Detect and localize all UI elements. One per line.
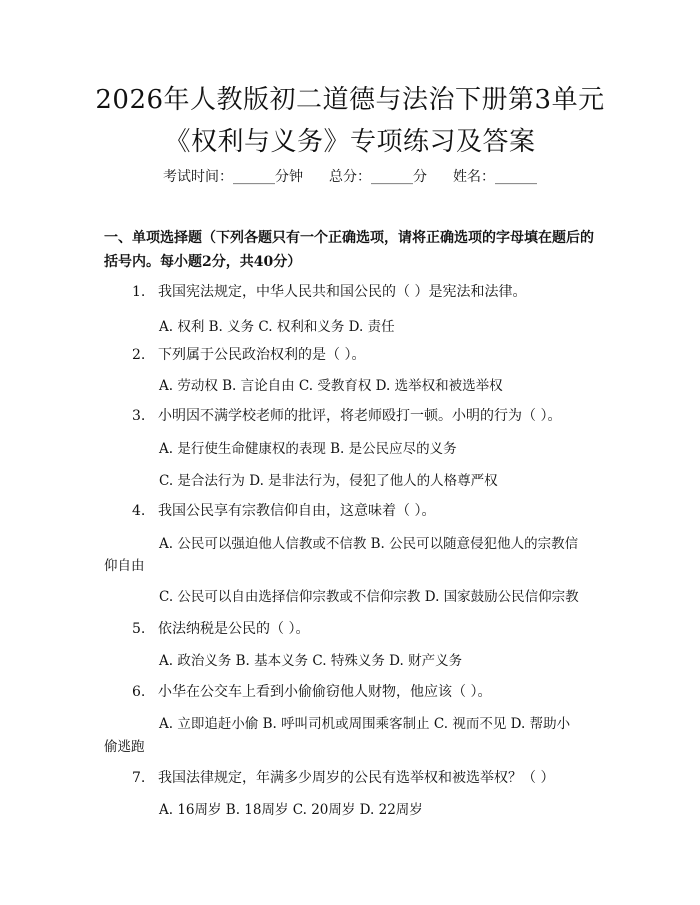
question-text: 小明因不满学校老师的批评，将老师殴打一顿。小明的行为（ ）。 <box>158 408 562 424</box>
question-7 <box>132 767 554 789</box>
document-title-line2: 《权利与义务》专项练习及答案 <box>164 127 536 157</box>
question-text: 小华在公交车上看到小偷偷窃他人财物，他应该（ ）。 <box>158 684 492 700</box>
question-number: 3. <box>132 408 146 424</box>
question-3-options-line2: C. 是合法行为 D. 是非法行为，侵犯了他人的人格尊严权 <box>159 473 498 489</box>
question-number: 7. <box>132 770 146 786</box>
exam-info <box>0 166 700 188</box>
question-3-options-line1: A. 是行使生命健康权的表现 B. 是公民应尽的义务 <box>159 441 457 457</box>
question-text: 我国宪法规定，中华人民共和国公民的（ ）是宪法和法律。 <box>158 284 527 300</box>
question-text: 我国法律规定，年满多少周岁的公民有选举权和被选举权？（ ） <box>158 770 555 786</box>
question-1 <box>132 281 526 303</box>
question-5 <box>132 618 309 640</box>
name-field: 姓名：______ <box>453 169 537 185</box>
exam-time-field: 考试时间：______分钟 <box>163 169 303 185</box>
question-text: 我国公民享有宗教信仰自由，这意味着（ ）。 <box>158 503 436 519</box>
question-7-options: A. 16周岁 B. 18周岁 C. 20周岁 D. 22周岁 <box>159 802 423 818</box>
question-number: 1. <box>132 284 146 300</box>
question-4-options-line2: C. 公民可以自由选择信仰宗教或不信仰宗教 D. 国家鼓励公民信仰宗教 <box>159 589 579 605</box>
question-6 <box>132 681 491 703</box>
question-6-options-continuation: 偷逃跑 <box>104 739 145 755</box>
question-1-options: A. 权利 B. 义务 C. 权利和义务 D. 责任 <box>159 319 395 335</box>
question-text: 下列属于公民政治权利的是（ ）。 <box>158 347 366 363</box>
question-4 <box>132 500 435 522</box>
document-title-line1: 2026年人教版初二道德与法治下册第3单元 <box>95 85 605 115</box>
question-2-options: A. 劳动权 B. 言论自由 C. 受教育权 D. 选举权和被选举权 <box>159 378 503 394</box>
total-score-field: 总分：______分 <box>329 169 427 185</box>
section-heading <box>104 226 604 274</box>
question-2 <box>132 344 365 366</box>
question-6-options-line1: A. 立即追赶小偷 B. 呼叫司机或周围乘客制止 C. 视而不见 D. 帮助小 <box>159 716 571 732</box>
question-number: 4. <box>132 503 146 519</box>
question-number: 2. <box>132 347 146 363</box>
question-4-options-continuation: 仰自由 <box>104 558 145 574</box>
question-text: 依法纳税是公民的（ ）。 <box>158 621 310 637</box>
question-number: 5. <box>132 621 146 637</box>
section-heading-line1: 一、单项选择题（下列各题只有一个正确选项，请将正确选项的字母填在题后的 <box>104 230 594 246</box>
question-4-options-line1: A. 公民可以强迫他人信教或不信教 B. 公民可以随意侵犯他人的宗教信 <box>159 536 579 552</box>
question-5-options: A. 政治义务 B. 基本义务 C. 特殊义务 D. 财产义务 <box>159 653 463 669</box>
section-heading-line2: 括号内。每小题2分，共40分） <box>104 254 302 270</box>
question-number: 6. <box>132 684 146 700</box>
question-3 <box>132 405 561 427</box>
